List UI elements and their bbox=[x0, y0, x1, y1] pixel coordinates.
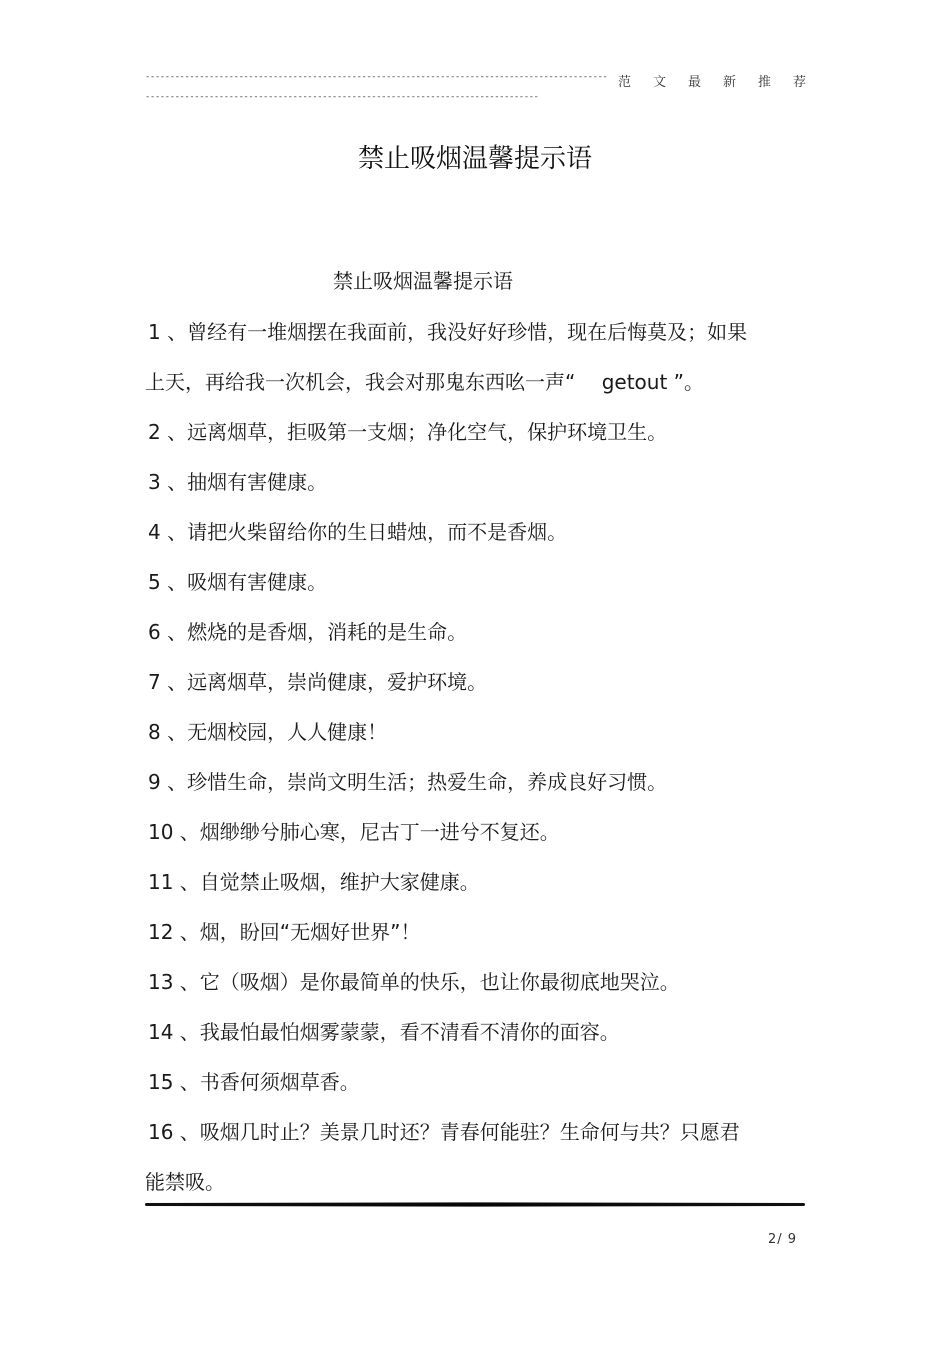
list-item-12: 12 、烟，盼回“无烟好世界”！ bbox=[148, 920, 421, 944]
list-item-2: 2 、远离烟草，拒吸第一支烟；净化空气，保护环境卫生。 bbox=[148, 420, 668, 444]
list-item-6: 6 、燃烧的是香烟，消耗的是生命。 bbox=[148, 620, 468, 644]
list-item-16-continued: 能禁吸。 bbox=[145, 1170, 225, 1194]
document-title: 禁止吸烟温馨提示语 bbox=[357, 144, 592, 174]
list-item-1-continued: 上天，再给我一次机会，我会对那鬼东西吆一声“ getout ”。 bbox=[145, 370, 705, 394]
document-subtitle: 禁止吸烟温馨提示语 bbox=[333, 269, 513, 293]
list-item-4: 4 、请把火柴留给你的生日蜡烛，而不是香烟。 bbox=[148, 520, 568, 544]
list-item-8: 8 、无烟校园，人人健康！ bbox=[148, 720, 388, 744]
footer-divider bbox=[145, 1203, 805, 1206]
list-item-14: 14 、我最怕最怕烟雾蒙蒙，看不清看不清你的面容。 bbox=[148, 1020, 620, 1044]
list-item-16: 16 、吸烟几时止？美景几时还？青春何能驻？生命何与共？只愿君 bbox=[148, 1120, 740, 1144]
list-item-15: 15 、书香何须烟草香。 bbox=[148, 1070, 360, 1094]
header-dashed-rule-2: -------------------------------------------------------------------------------- bbox=[145, 92, 539, 102]
header-label: 范文最新推荐 bbox=[618, 75, 829, 90]
list-item-3: 3 、抽烟有害健康。 bbox=[148, 470, 328, 494]
list-item-7: 7 、远离烟草，崇尚健康，爱护环境。 bbox=[148, 670, 488, 694]
list-item-9: 9 、珍惜生命，崇尚文明生活；热爱生命，养成良好习惯。 bbox=[148, 770, 668, 794]
list-item-5: 5 、吸烟有害健康。 bbox=[148, 570, 328, 594]
list-item-11: 11 、自觉禁止吸烟，维护大家健康。 bbox=[148, 870, 480, 894]
list-item-13: 13 、它（吸烟）是你最简单的快乐，也让你最彻底地哭泣。 bbox=[148, 970, 680, 994]
page-number: 2/ 9 bbox=[768, 1232, 798, 1247]
header-dashed-rule-1: ---------------------------------------------------------------------------------------------- bbox=[145, 72, 608, 82]
list-item-10: 10 、烟缈缈兮肺心寒，尼古丁一进兮不复还。 bbox=[148, 820, 560, 844]
list-item-1: 1 、曾经有一堆烟摆在我面前，我没好好珍惜，现在后悔莫及；如果 bbox=[148, 320, 748, 344]
